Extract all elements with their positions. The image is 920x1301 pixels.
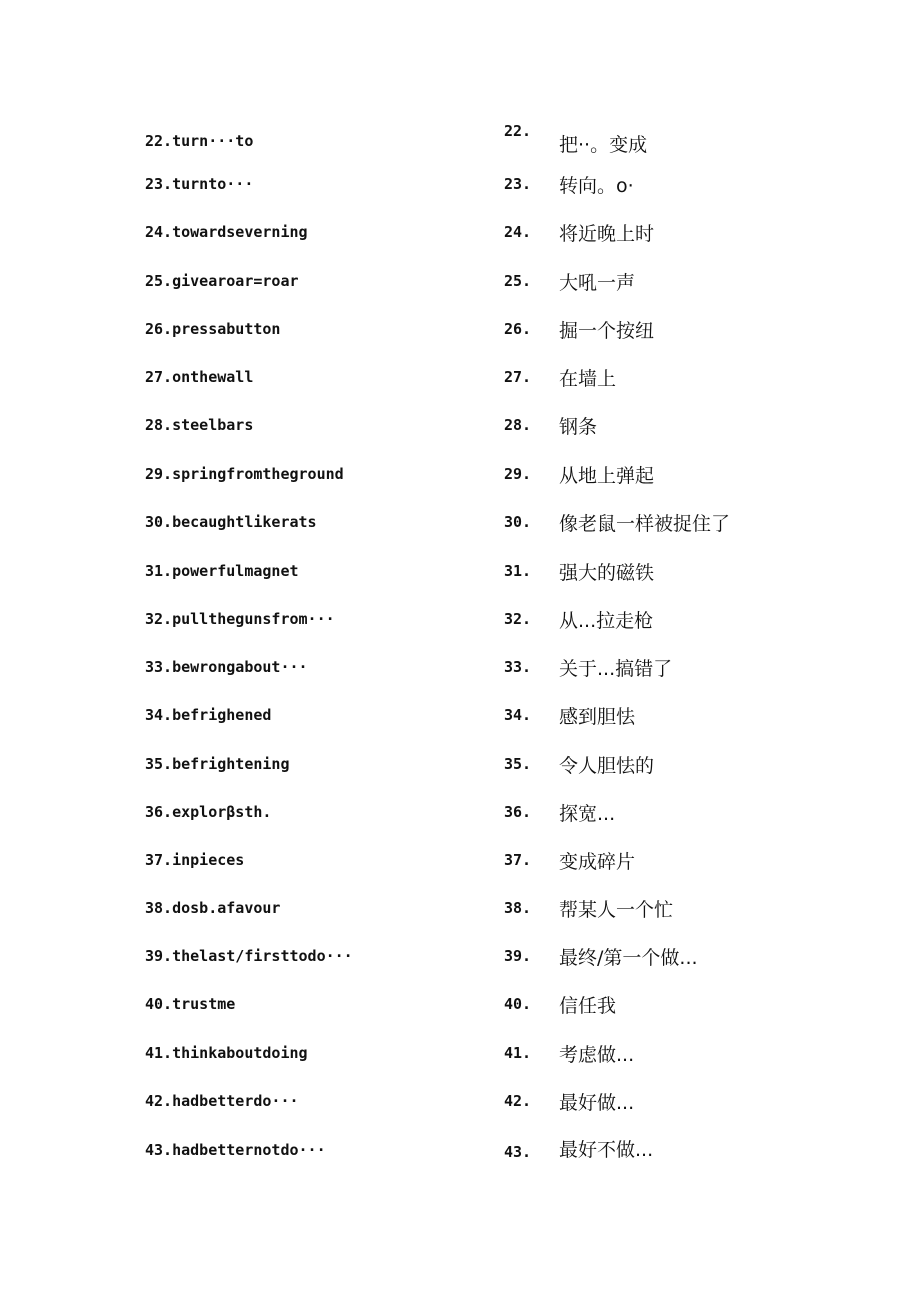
item-number: 27. xyxy=(504,368,532,386)
english-phrase: 38.dosb.afavour xyxy=(145,899,281,917)
chinese-translation: 强大的磁铁 xyxy=(559,562,655,584)
item-number: 26. xyxy=(504,320,532,338)
english-phrase: 28.steelbars xyxy=(145,416,254,434)
item-number: 38. xyxy=(504,899,532,917)
item-number: 30. xyxy=(504,513,532,531)
chinese-translation: 关于...搞错了 xyxy=(559,658,673,680)
chinese-translation: 钢条 xyxy=(559,416,598,438)
vocab-row-41 xyxy=(0,1034,920,1074)
english-phrase: 42.hadbetterdo··· xyxy=(145,1092,299,1110)
vocab-row-36 xyxy=(0,793,920,833)
vocab-row-39 xyxy=(0,937,920,977)
item-number: 39. xyxy=(504,947,532,965)
vocab-row-22 xyxy=(0,122,920,162)
chinese-translation: 考虑做... xyxy=(559,1044,635,1066)
item-number: 22. xyxy=(504,122,532,140)
item-number: 28. xyxy=(504,416,532,434)
chinese-translation: 探宽... xyxy=(559,803,616,825)
item-number: 36. xyxy=(504,803,532,821)
english-phrase: 41.thinkaboutdoing xyxy=(145,1044,308,1062)
chinese-translation: 最好不做... xyxy=(559,1139,654,1161)
item-number: 29. xyxy=(504,465,532,483)
chinese-translation: 信任我 xyxy=(559,995,617,1017)
vocab-row-43 xyxy=(0,1131,920,1171)
chinese-translation: 感到胆怯 xyxy=(559,706,636,728)
english-phrase: 40.trustme xyxy=(145,995,236,1013)
chinese-translation: 从...拉走枪 xyxy=(559,610,654,632)
item-number: 37. xyxy=(504,851,532,869)
english-phrase: 37.inpieces xyxy=(145,851,245,869)
english-phrase: 25.givearoar=roar xyxy=(145,272,299,290)
item-number: 23. xyxy=(504,175,532,193)
english-phrase: 27.onthewall xyxy=(145,368,254,386)
english-phrase: 33.bewrongabout··· xyxy=(145,658,308,676)
vocab-row-40 xyxy=(0,985,920,1025)
item-number: 33. xyxy=(504,658,532,676)
item-number: 25. xyxy=(504,272,532,290)
vocab-row-35 xyxy=(0,745,920,785)
vocab-row-33 xyxy=(0,648,920,688)
vocab-row-29 xyxy=(0,455,920,495)
english-phrase: 43.hadbetternotdo··· xyxy=(145,1141,326,1159)
item-number: 43. xyxy=(504,1143,532,1161)
chinese-translation: 在墙上 xyxy=(559,368,617,390)
item-number: 40. xyxy=(504,995,532,1013)
vocab-row-26 xyxy=(0,310,920,350)
english-phrase: 29.springfromtheground xyxy=(145,465,344,483)
item-number: 24. xyxy=(504,223,532,241)
chinese-translation: 变成碎片 xyxy=(559,851,636,873)
chinese-translation: 像老鼠一样被捉住了 xyxy=(559,513,731,535)
chinese-translation: 大吼一声 xyxy=(559,272,636,294)
english-phrase: 22.turn···to xyxy=(145,132,254,150)
vocab-row-30 xyxy=(0,503,920,543)
chinese-translation: 帮某人一个忙 xyxy=(559,899,674,921)
english-phrase: 26.pressabutton xyxy=(145,320,281,338)
vocab-row-25 xyxy=(0,262,920,302)
english-phrase: 24.towardseverning xyxy=(145,223,308,241)
item-number: 34. xyxy=(504,706,532,724)
english-phrase: 39.thelast/firsttodo··· xyxy=(145,947,353,965)
vocab-row-34 xyxy=(0,696,920,736)
english-phrase: 36.explorβsth. xyxy=(145,803,272,821)
vocab-row-37 xyxy=(0,841,920,881)
item-number: 41. xyxy=(504,1044,532,1062)
english-phrase: 35.befrightening xyxy=(145,755,290,773)
item-number: 32. xyxy=(504,610,532,628)
english-phrase: 31.powerfulmagnet xyxy=(145,562,299,580)
vocab-row-27 xyxy=(0,358,920,398)
vocab-row-28 xyxy=(0,406,920,446)
english-phrase: 30.becaughtlikerats xyxy=(145,513,317,531)
chinese-translation: 把··。变成 xyxy=(559,134,648,156)
english-phrase: 23.turnto··· xyxy=(145,175,254,193)
chinese-translation: 最终/第一个做... xyxy=(559,947,698,969)
item-number: 31. xyxy=(504,562,532,580)
vocab-row-24 xyxy=(0,213,920,253)
chinese-translation: 掘一个按纽 xyxy=(559,320,655,342)
english-phrase: 32.pullthegunsfrom··· xyxy=(145,610,335,628)
vocab-row-38 xyxy=(0,889,920,929)
vocab-row-32 xyxy=(0,600,920,640)
vocab-row-23 xyxy=(0,165,920,205)
chinese-translation: 转向。o· xyxy=(559,175,634,197)
vocab-row-31 xyxy=(0,552,920,592)
item-number: 42. xyxy=(504,1092,532,1110)
item-number: 35. xyxy=(504,755,532,773)
chinese-translation: 令人胆怯的 xyxy=(559,755,655,777)
chinese-translation: 最好做... xyxy=(559,1092,635,1114)
chinese-translation: 从地上弹起 xyxy=(559,465,655,487)
vocab-row-42 xyxy=(0,1082,920,1122)
chinese-translation: 将近晚上时 xyxy=(559,223,655,245)
english-phrase: 34.befrighened xyxy=(145,706,272,724)
